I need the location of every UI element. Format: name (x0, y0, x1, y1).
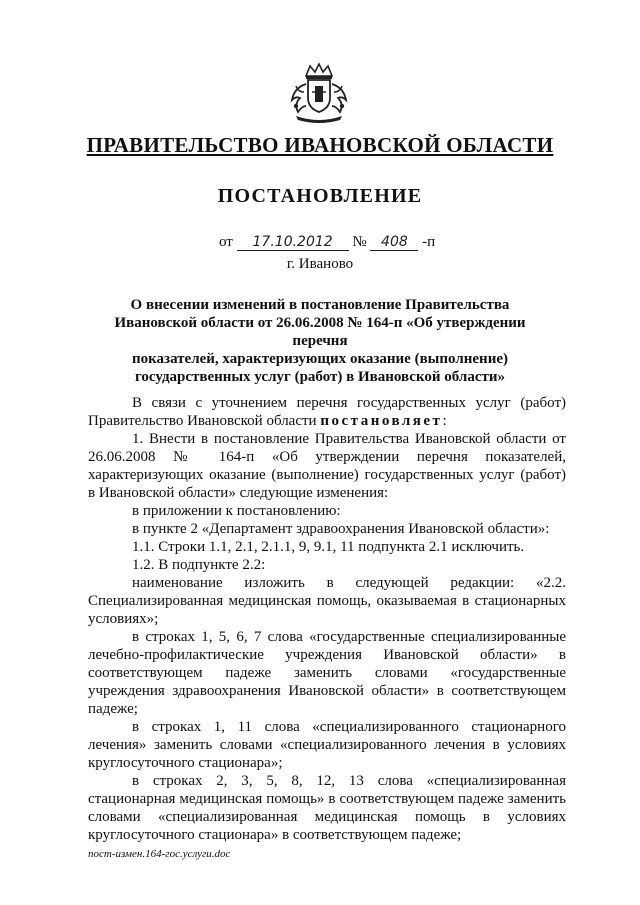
paragraph: наименование изложить в следующей редакции: «2.2. Специализированная медицинская помощь, оказываемая в стационарных условиях»; (88, 575, 566, 627)
paragraph: в строках 1, 5, 6, 7 слова «государственные специализированные лечебно-профилактические учреждения Ивановской области» в соответствующем падеже заменить словами «государственные учреждения здравоохранения Ивановской области» в соответствующем падеже; (88, 629, 566, 717)
paragraph: в строках 1, 11 слова «специализированного стационарного лечения» заменить словами «специализированного лечения в условиях круглосуточного стационара»; (88, 719, 566, 771)
paragraph: 1. Внести в постановление Правительства Ивановской области от 26.06.2008 № 164-п «Об утверждении перечня показателей, характеризующих оказание (выполнение) государственных услуг (работ) в Ивановской области» следующие изменения: (88, 431, 566, 501)
decree-word: постановляет (320, 413, 443, 429)
decree-number: 408 (370, 235, 418, 251)
heading-line: О внесении изменений в постановление Правительства (130, 297, 510, 313)
date-number-line (219, 234, 435, 251)
decree-date: 17.10.2012 (237, 235, 349, 251)
decree-heading (100, 296, 540, 386)
number-label: № (352, 234, 367, 250)
document-type: ПОСТАНОВЛЕНИЕ (217, 185, 423, 207)
number-suffix: -п (422, 234, 436, 250)
city: г. Иваново (286, 256, 354, 272)
government-title: ПРАВИТЕЛЬСТВО ИВАНОВСКОЙ ОБЛАСТИ (86, 133, 554, 157)
paragraph: в пункте 2 «Департамент здравоохранения Ивановской области»: (132, 521, 550, 537)
coat-of-arms-emblem (284, 62, 354, 124)
paragraph: в приложении к постановлению: (132, 503, 341, 519)
paragraph-intro: В связи с уточнением перечня государственных услуг (работ) Правительство Ивановской области постановляет: (88, 395, 566, 429)
file-name-footer: пост-измен.164-гос.услуги.doc (88, 848, 231, 860)
paragraph: в строках 2, 3, 5, 8, 12, 13 слова «специализированная стационарная медицинская помощь» в соответствующем падеже заменить словами «специализированная медицинская помощь в условиях круглосуточного стационара» в соответствующем падеже; (88, 773, 566, 843)
paragraph: 1.2. В подпункте 2.2: (132, 557, 266, 573)
heading-line: государственных услуг (работ) в Ивановской области» (134, 369, 506, 385)
from-label: от (219, 234, 233, 250)
heading-line: Ивановской области от 26.06.2008 № 164-п «Об утверждении перечня (114, 315, 526, 349)
paragraph: 1.1. Строки 1.1, 2.1, 2.1.1, 9, 9.1, 11 подпункта 2.1 исключить. (132, 539, 525, 555)
decree-body (88, 394, 566, 844)
heading-line: показателей, характеризующих оказание (выполнение) (131, 351, 508, 367)
